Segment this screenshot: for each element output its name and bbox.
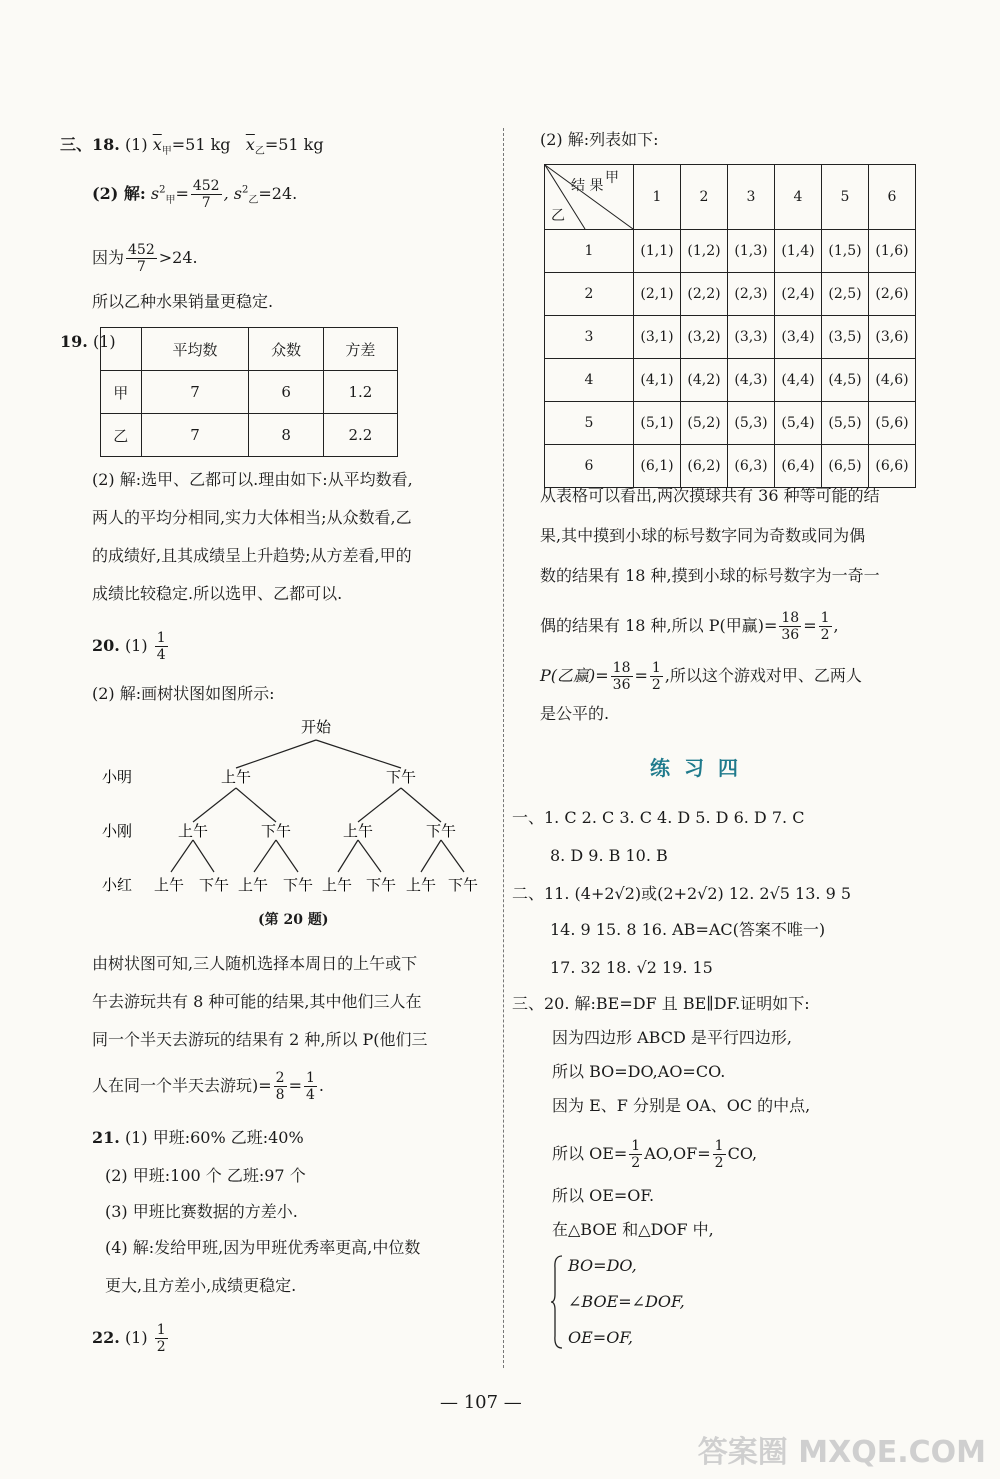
table-cell: (4,2): [681, 359, 728, 402]
table-cell: 乙: [101, 414, 142, 457]
table-cell: 6: [545, 445, 634, 488]
table-cell: (6,6): [869, 445, 916, 488]
table-cell: (2,3): [728, 273, 775, 316]
table-header: 1: [634, 165, 681, 230]
fraction: $\frac{452}{7}$: [192, 178, 220, 211]
q18-conclusion: 所以乙种水果销量更稳定.: [92, 292, 274, 311]
table-cell: (3,5): [822, 316, 869, 359]
tree-leaf: 上午: [154, 876, 185, 894]
table-header: 4: [775, 165, 822, 230]
q20-text: 由树状图可知,三人随机选择本周日的上午或下: [92, 954, 418, 973]
fraction: $\frac{1}{2}$: [156, 1322, 166, 1355]
table-cell: (3,4): [775, 316, 822, 359]
q20-proof-oe: 所以 OE= $\frac{1}{2}$ AO,OF= $\frac{1}{2}$ CO,: [552, 1138, 758, 1171]
fraction: $\frac{1}{2}$: [651, 660, 661, 693]
table-cell: (6,4): [775, 445, 822, 488]
fraction: $\frac{18}{36}$: [781, 610, 800, 643]
table-cell: (3,2): [681, 316, 728, 359]
table-cell: (4,3): [728, 359, 775, 402]
q18-line2: (2) 解: $s^2_甲=$ $\frac{452}{7}$ , $s^2_乙=24$.: [92, 178, 298, 211]
tree-root: 开始: [301, 718, 332, 736]
table-cell: 4: [545, 359, 634, 402]
table-header: 平均数: [141, 328, 249, 371]
tree-level-label: 小刚: [102, 822, 133, 840]
table-cell: (1,3): [728, 230, 775, 273]
table-row: [545, 316, 916, 359]
right-intro: (2) 解:列表如下:: [540, 130, 659, 149]
table-cell: 3: [545, 316, 634, 359]
table-cell: (6,2): [681, 445, 728, 488]
q19-stats-table: [100, 327, 398, 457]
table-cell: (5,2): [681, 402, 728, 445]
page-number: — 107 —: [440, 1392, 522, 1413]
q18-line1: 三、18. (1) $\overline{x}_甲=51$ kg $\overline{x}_乙=51$ kg: [60, 135, 324, 158]
table-cell: (5,1): [634, 402, 681, 445]
q19-line: 成绩比较稳定.所以选甲、乙都可以.: [92, 584, 343, 603]
tree-leaf: 下午: [448, 876, 479, 894]
q19-line: 的成绩好,且其成绩呈上升趋势;从方差看,甲的: [92, 546, 412, 565]
tree-leaf: 上午: [238, 876, 269, 894]
table-cell: (4,1): [634, 359, 681, 402]
table-cell: 甲: [101, 371, 142, 414]
tree-node: 下午: [386, 768, 417, 786]
fraction: $\frac{2}{8}$: [275, 1070, 285, 1103]
tree-level-label: 小明: [102, 768, 133, 786]
q20-proof-line: 三、20. 解:BE=DF 且 BE∥DF.证明如下:: [512, 994, 810, 1013]
right-text: 是公平的.: [540, 704, 610, 723]
table-cell: (6,3): [728, 445, 775, 488]
table-cell: 2.2: [323, 414, 397, 457]
q20-text-last: 人在同一个半天去游玩)= $\frac{2}{8}$ = $\frac{1}{4}$ .: [92, 1070, 324, 1103]
table-cell: (2,1): [634, 273, 681, 316]
q20-proof-line: 因为 E、F 分别是 OA、OC 的中点,: [552, 1096, 811, 1115]
q20-proof-line: OE=OF,: [568, 1328, 634, 1347]
table-cell: (4,5): [822, 359, 869, 402]
table-cell: (2,4): [775, 273, 822, 316]
table-header: 2: [681, 165, 728, 230]
column-divider: [503, 128, 504, 1368]
table-cell: (1,1): [634, 230, 681, 273]
outcome-table: [544, 164, 916, 488]
table-cell: 1.2: [323, 371, 397, 414]
fraction: $\frac{1}{4}$: [156, 630, 166, 663]
table-cell: 2: [545, 273, 634, 316]
q20-proof-line: 在△BOE 和△DOF 中,: [552, 1220, 714, 1239]
table-cell: 7: [141, 371, 249, 414]
table-row: [545, 402, 916, 445]
right-text: 数的结果有 18 种,摸到小球的标号数字为一奇一: [540, 566, 880, 585]
section-title: 练习四: [650, 756, 752, 780]
answer-line: 14. 9 15. 8 16. AB=AC(答案不唯一): [550, 920, 826, 939]
q19-label: 19. (1): [60, 332, 116, 351]
tree-leaf: 上午: [406, 876, 437, 894]
table-cell: (5,3): [728, 402, 775, 445]
table-cell: (5,6): [869, 402, 916, 445]
q20-proof-line: 因为四边形 ABCD 是平行四边形,: [552, 1028, 792, 1047]
q21-line: 更大,且方差小,成绩更稳定.: [105, 1276, 297, 1295]
q21-line: (4) 解:发给甲班,因为甲班优秀率更高,中位数: [105, 1238, 421, 1257]
table-cell: 7: [141, 414, 249, 457]
fraction: $\frac{18}{36}$: [612, 660, 631, 693]
fraction: $\frac{1}{2}$: [631, 1138, 641, 1171]
answer-line: 二、11. (4+2√2)或(2+2√2) 12. 2√5 13. 9 5: [512, 884, 852, 903]
table-cell: (6,1): [634, 445, 681, 488]
table-cell: (3,3): [728, 316, 775, 359]
watermark: 答案圈 MXQE.COM: [697, 1435, 986, 1470]
table-header: 3: [728, 165, 775, 230]
table-header: [101, 328, 142, 371]
tree-leaf: 上午: [322, 876, 353, 894]
fraction: $\frac{1}{2}$: [820, 610, 830, 643]
answer-line: 一、1. C 2. C 3. C 4. D 5. D 6. D 7. C: [512, 808, 805, 827]
tree-node: 下午: [261, 822, 292, 840]
table-row: [545, 273, 916, 316]
q18-line3: 因为 $\frac{452}{7}$ >24.: [92, 242, 198, 275]
tree-leaf: 下午: [366, 876, 397, 894]
table-header: 众数: [249, 328, 323, 371]
q20-tree-diagram: [96, 712, 486, 902]
q20-text: 午去游玩共有 8 种可能的结果,其中他们三人在: [92, 992, 422, 1011]
q20-line2: (2) 解:画树状图如图所示:: [92, 684, 275, 703]
right-text: 果,其中摸到小球的标号数字同为奇数或同为偶: [540, 526, 866, 545]
fraction: $\frac{1}{4}$: [305, 1070, 315, 1103]
right-text-prob2: P(乙赢)= $\frac{18}{36}$ = $\frac{1}{2}$ ,所以这个游戏对甲、乙两人: [540, 660, 862, 693]
q22-line: 22. (1) $\frac{1}{2}$: [92, 1322, 166, 1355]
table-cell: (1,2): [681, 230, 728, 273]
table-row: [545, 445, 916, 488]
tree-leaf: 下午: [283, 876, 314, 894]
tree-node: 上午: [178, 822, 209, 840]
table-cell: (2,6): [869, 273, 916, 316]
outcome-table-body: [545, 230, 916, 488]
table-header: 5: [822, 165, 869, 230]
q20-text: 同一个半天去游玩的结果有 2 种,所以 P(他们三: [92, 1030, 428, 1049]
table-cell: 5: [545, 402, 634, 445]
table-cell: (5,4): [775, 402, 822, 445]
tree-leaf: 下午: [199, 876, 230, 894]
q21-line: 21. (1) 甲班:60% 乙班:40%: [92, 1128, 304, 1147]
tree-level-label: 小红: [102, 876, 133, 894]
table-header: 方差: [323, 328, 397, 371]
q20-proof-line: 所以 BO=DO,AO=CO.: [552, 1062, 726, 1081]
fraction: $\frac{452}{7}$: [128, 242, 155, 275]
q20-proof-line: ∠BOE=∠DOF,: [568, 1292, 685, 1311]
q20-caption: (第 20 题): [258, 912, 329, 928]
table-row: [545, 359, 916, 402]
q19-line: (2) 解:选甲、乙都可以.理由如下:从平均数看,: [92, 470, 413, 489]
table-header: 6: [869, 165, 916, 230]
table-cell: (4,6): [869, 359, 916, 402]
q21-line: (3) 甲班比赛数据的方差小.: [105, 1202, 298, 1221]
answer-line: 17. 32 18. √2 19. 15: [550, 958, 713, 977]
table-cell: (3,6): [869, 316, 916, 359]
table-cell: (5,5): [822, 402, 869, 445]
table-cell: 6: [249, 371, 323, 414]
table-cell: (2,2): [681, 273, 728, 316]
table-cell: 8: [249, 414, 323, 457]
q21-line: (2) 甲班:100 个 乙班:97 个: [105, 1166, 306, 1185]
tree-node: 下午: [426, 822, 457, 840]
table-row: [545, 230, 916, 273]
table-cell: (2,5): [822, 273, 869, 316]
tree-node: 上午: [343, 822, 374, 840]
table-cell: (1,4): [775, 230, 822, 273]
q20-proof-line: 所以 OE=OF.: [552, 1186, 655, 1205]
table-cell: (4,4): [775, 359, 822, 402]
brace-icon: [550, 1254, 564, 1350]
q20-line1: 20. (1) $\frac{1}{4}$: [92, 630, 166, 663]
table-cell: (6,5): [822, 445, 869, 488]
q20-proof-line: BO=DO,: [568, 1256, 637, 1275]
fraction: $\frac{1}{2}$: [714, 1138, 724, 1171]
table-corner-header: 甲 结 果 乙: [545, 165, 634, 230]
table-cell: 1: [545, 230, 634, 273]
right-text-prob1: 偶的结果有 18 种,所以 P(甲赢)= $\frac{18}{36}$ = $\frac{1}{2}$ ,: [540, 610, 839, 643]
answer-line: 8. D 9. B 10. B: [550, 846, 668, 865]
table-cell: (1,5): [822, 230, 869, 273]
table-cell: (1,6): [869, 230, 916, 273]
tree-node: 上午: [221, 768, 252, 786]
table-cell: (3,1): [634, 316, 681, 359]
q19-line: 两人的平均分相同,实力大体相当;从众数看,乙: [92, 508, 412, 527]
right-text: 从表格可以看出,两次摸球共有 36 种等可能的结: [540, 486, 880, 505]
